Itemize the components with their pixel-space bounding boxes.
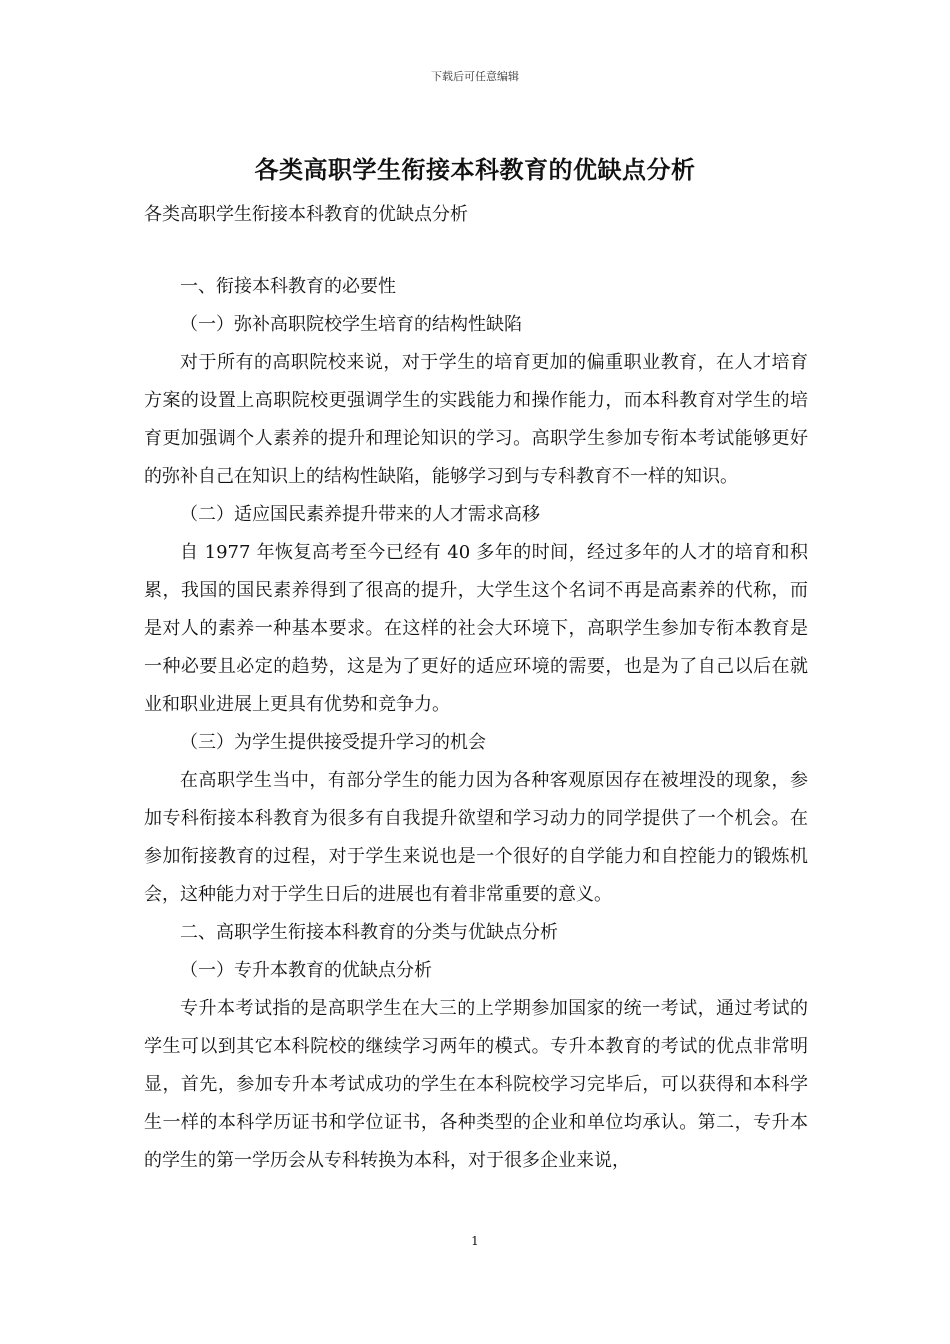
document-subtitle: 各类高职学生衔接本科教育的优缺点分析 xyxy=(144,204,468,225)
document-body xyxy=(144,268,808,1180)
subsection-heading-2-1: （一）专升本教育的优缺点分析 xyxy=(180,960,432,981)
section-heading-1: 一、衔接本科教育的必要性 xyxy=(180,276,396,297)
document-title: 各类高职学生衔接本科教育的优缺点分析 xyxy=(254,156,696,184)
subsection-heading-1-2: （二）适应国民素养提升带来的人才需求高移 xyxy=(180,504,540,525)
page-number: 1 xyxy=(471,1234,479,1248)
paragraph: 对于所有的高职院校来说，对于学生的培育更加的偏重职业教育，在人才培育方案的设置上高职院校更强调学生的实践能力和操作能力，而本科教育对学生的培育更加强调个人素养的提升和理论知识的学习。高职学生参加专衔本考试能够更好的弥补自己在知识上的结构性缺陷，能够学习到与专科教育不一样的知识。 xyxy=(144,352,808,487)
subsection-heading-1-1: （一）弥补高职院校学生培育的结构性缺陷 xyxy=(180,314,522,335)
paragraph: 自 1977 年恢复高考至今已经有 40 多年的时间，经过多年的人才的培育和积累，我国的国民素养得到了很高的提升，大学生这个名词不再是高素养的代称，而是对人的素养一种基本要求。在这样的社会大环境下，高职学生参加专衔本教育是一种必要且必定的趋势，这是为了更好的适应环境的需要，也是为了自己以后在就业和职业进展上更具有优势和竞争力。 xyxy=(144,542,808,715)
header-note: 下载后可任意编辑 xyxy=(431,70,519,83)
paragraph: 在高职学生当中，有部分学生的能力因为各种客观原因存在被埋没的现象，参加专科衔接本科教育为很多有自我提升欲望和学习动力的同学提供了一个机会。在参加衔接教育的过程，对于学生来说也是一个很好的自学能力和自控能力的锻炼机会，这种能力对于学生日后的进展也有着非常重要的意义。 xyxy=(144,770,808,905)
section-heading-2: 二、高职学生衔接本科教育的分类与优缺点分析 xyxy=(180,922,558,943)
subsection-heading-1-3: （三）为学生提供接受提升学习的机会 xyxy=(180,732,486,753)
paragraph: 专升本考试指的是高职学生在大三的上学期参加国家的统一考试，通过考试的学生可以到其它本科院校的继续学习两年的模式。专升本教育的考试的优点非常明显，首先，参加专升本考试成功的学生在本科院校学习完毕后，可以获得和本科学生一样的本科学历证书和学位证书，各种类型的企业和单位均承认。第二，专升本的学生的第一学历会从专科转换为本科，对于很多企业来说， xyxy=(144,998,808,1171)
